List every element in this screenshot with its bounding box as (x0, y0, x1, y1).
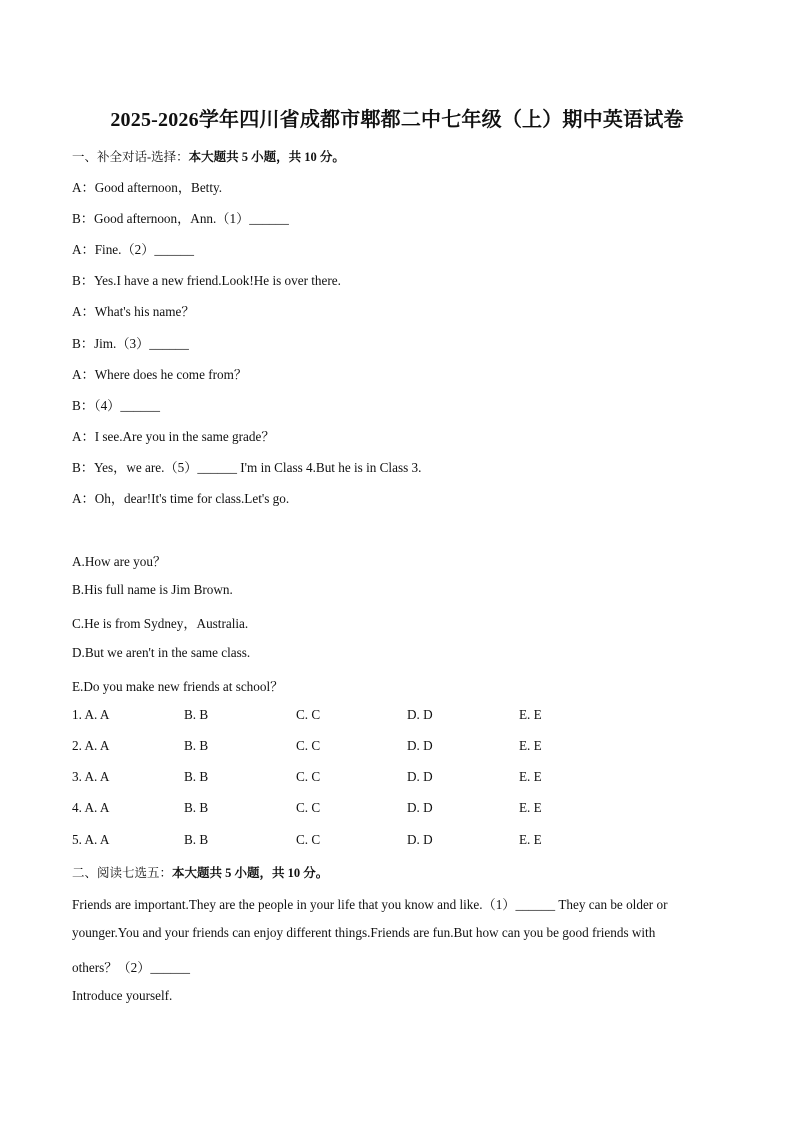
answer-choice[interactable]: B. B (184, 769, 209, 784)
dialogue-line: B：（4）______ (72, 398, 160, 413)
option-item: D.But we aren't in the same class. (72, 645, 251, 660)
dialogue-line: A：Good afternoon，Betty. (72, 180, 223, 195)
answer-choice[interactable]: D. D (407, 738, 433, 753)
answer-choice[interactable]: D. D (407, 769, 433, 784)
answer-choice[interactable]: C. C (296, 769, 321, 784)
dialogue-line: B：Yes，we are.（5）______ I'm in Class 4.But he is in Class 3. (72, 460, 422, 475)
option-item: C.He is from Sydney，Australia. (72, 616, 249, 631)
option-item: A.How are you？ (72, 554, 167, 569)
passage-line: others？（2）______ (72, 960, 190, 975)
answer-choice[interactable]: C. C (296, 800, 321, 815)
passage-line: Introduce yourself. (72, 988, 173, 1003)
dialogue-line: A：Oh，dear!It's time for class.Let's go. (72, 491, 290, 506)
option-item: B.His full name is Jim Brown. (72, 582, 233, 597)
dialogue-line: A：Fine.（2）______ (72, 242, 194, 257)
answer-choice[interactable]: D. D (407, 832, 433, 847)
answer-choice[interactable]: D. D (407, 800, 433, 815)
answer-choice[interactable]: E. E (519, 832, 542, 847)
answer-choice[interactable]: 4. A. A (72, 800, 110, 815)
section-1-prefix: 一、补全对话-选择： (72, 150, 189, 164)
answer-choice[interactable]: E. E (519, 738, 542, 753)
section-2-prefix: 二、阅读七选五： (72, 866, 173, 880)
answer-choice[interactable]: E. E (519, 769, 542, 784)
dialogue-line: A：I see.Are you in the same grade？ (72, 429, 275, 444)
answer-choice[interactable]: B. B (184, 832, 209, 847)
section-1-heading (72, 147, 345, 165)
answer-choice[interactable]: 2. A. A (72, 738, 110, 753)
answer-choice[interactable]: E. E (519, 800, 542, 815)
dialogue-line: A：Where does he come from？ (72, 367, 248, 382)
option-item: E.Do you make new friends at school？ (72, 679, 284, 694)
section-2-info: 本大题共 5 小题，共 10 分。 (172, 866, 329, 880)
dialogue-line: B：Good afternoon，Ann.（1）______ (72, 211, 289, 226)
answer-choice[interactable]: 5. A. A (72, 832, 110, 847)
section-2-heading (72, 863, 328, 881)
answer-choice[interactable]: B. B (184, 707, 209, 722)
dialogue-line: B：Yes.I have a new friend.Look!He is over there. (72, 273, 341, 288)
answer-choice[interactable]: D. D (407, 707, 433, 722)
answer-choice[interactable]: C. C (296, 738, 321, 753)
answer-choice[interactable]: 3. A. A (72, 769, 110, 784)
answer-choice[interactable]: C. C (296, 832, 321, 847)
answer-choice[interactable]: 1. A. A (72, 707, 110, 722)
page-title: 2025-2026学年四川省成都市郫都二中七年级（上）期中英语试卷 (110, 109, 684, 131)
answer-choice[interactable]: E. E (519, 707, 542, 722)
dialogue-line: B：Jim.（3）______ (72, 336, 189, 351)
answer-choice[interactable]: C. C (296, 707, 321, 722)
dialogue-line: A：What's his name？ (72, 304, 195, 319)
passage-line: younger.You and your friends can enjoy different things.Friends are fun.But how can you be good friends with (72, 925, 656, 940)
section-1-info: 本大题共 5 小题，共 10 分。 (188, 150, 345, 164)
answer-choice[interactable]: B. B (184, 738, 209, 753)
answer-choice[interactable]: B. B (184, 800, 209, 815)
passage-line: Friends are important.They are the people in your life that you know and like.（1）______ They can be older or (72, 897, 668, 912)
